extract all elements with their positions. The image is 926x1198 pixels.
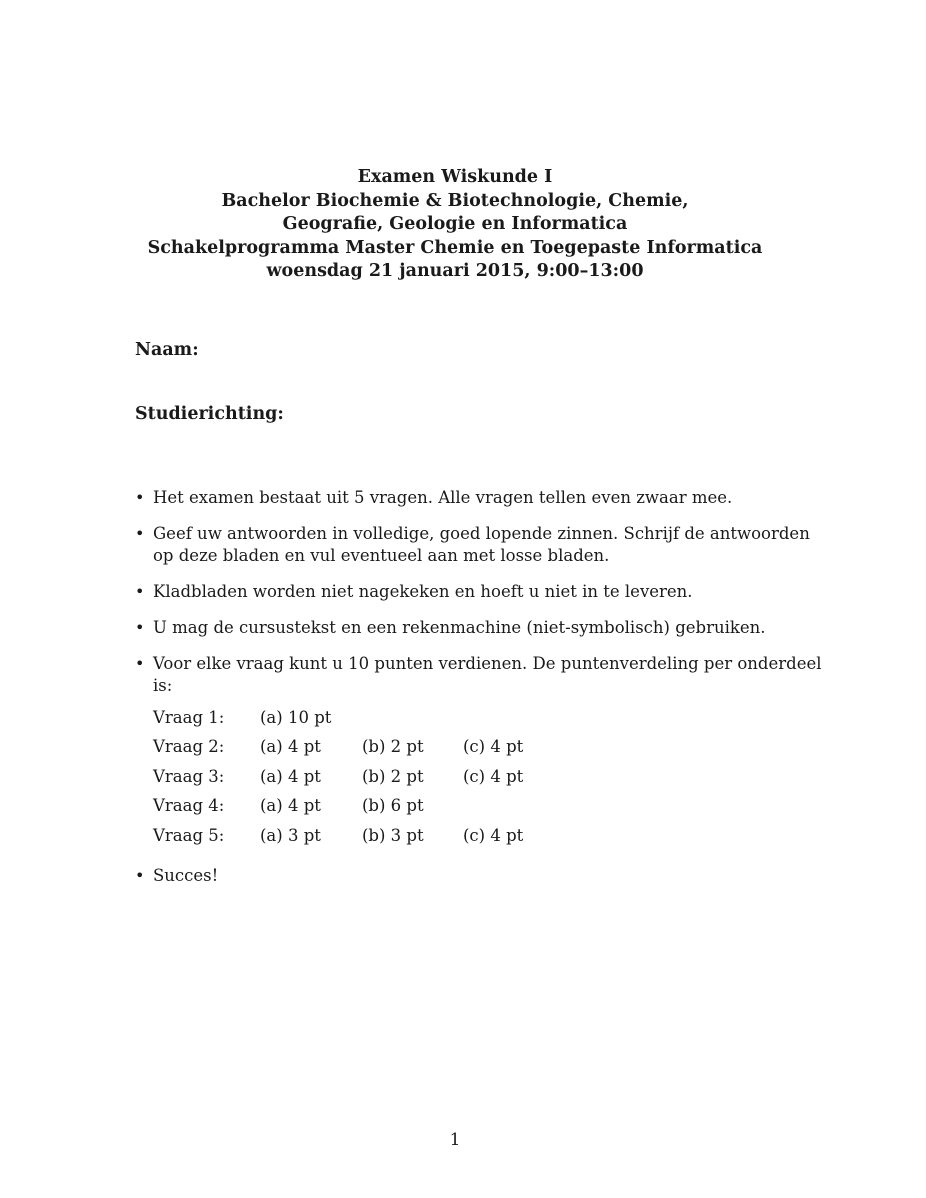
question-label: Vraag 3: [153, 766, 225, 786]
part-a-points: (a) 10 pt [260, 707, 332, 727]
instruction-item [135, 865, 825, 887]
instruction-text: Voor elke vraag kunt u 10 punten verdienen. De puntenverdeling per onderdeel is: [153, 654, 822, 695]
study-field-label: Studierichting: [135, 404, 284, 424]
programme-line-3: Schakelprogramma Master Chemie en Toegepaste Informatica [147, 237, 763, 258]
instruction-item [135, 487, 825, 509]
instruction-item [135, 523, 825, 567]
page-number: 1 [449, 1130, 461, 1150]
instruction-item [135, 653, 825, 851]
bullet-icon: • [135, 654, 145, 673]
part-a-points: (a) 3 pt [260, 825, 321, 845]
question-label: Vraag 1: [153, 707, 225, 727]
bullet-icon: • [135, 618, 145, 637]
part-b-points: (b) 3 pt [362, 825, 424, 845]
instruction-text: Het examen bestaat uit 5 vragen. Alle vragen tellen even zwaar mee. [153, 488, 733, 507]
bullet-icon: • [135, 524, 145, 543]
instructions-list [135, 487, 825, 901]
bullet-icon: • [135, 865, 145, 885]
name-field-label: Naam: [135, 340, 199, 360]
points-row [153, 733, 825, 763]
points-row [153, 703, 825, 733]
part-a-points: (a) 4 pt [260, 796, 321, 816]
bullet-icon: • [135, 582, 145, 601]
part-b-points: (b) 2 pt [362, 766, 424, 786]
question-label: Vraag 2: [153, 737, 225, 757]
programme-line-2: Geografie, Geologie en Informatica [282, 214, 628, 234]
part-c-points: (c) 4 pt [463, 825, 524, 845]
part-b-points: (b) 6 pt [362, 796, 424, 816]
instruction-text: U mag de cursustekst en een rekenmachine (niet-symbolisch) gebruiken. [153, 618, 766, 637]
instruction-item [135, 617, 825, 639]
points-row [153, 762, 825, 792]
bullet-icon: • [135, 488, 145, 507]
exam-title: Examen Wiskunde I [357, 167, 553, 187]
points-table [153, 703, 825, 851]
instruction-text: Geef uw antwoorden in volledige, goed lopende zinnen. Schrijf de antwoorden op deze bladen en vul eventueel aan met losse bladen. [153, 524, 810, 565]
closing-text: Succes! [153, 865, 219, 885]
question-label: Vraag 4: [153, 796, 225, 816]
part-b-points: (b) 2 pt [362, 737, 424, 757]
exam-date: woensdag 21 januari 2015, 9:00–13:00 [266, 261, 644, 281]
question-label: Vraag 5: [153, 825, 225, 845]
instruction-item [135, 581, 825, 603]
points-row [153, 792, 825, 822]
part-c-points: (c) 4 pt [463, 737, 524, 757]
part-a-points: (a) 4 pt [260, 737, 321, 757]
part-a-points: (a) 4 pt [260, 766, 321, 786]
points-row [153, 821, 825, 851]
part-c-points: (c) 4 pt [463, 766, 524, 786]
programme-line-1: Bachelor Biochemie & Biotechnologie, Chemie, [221, 190, 689, 211]
instruction-text: Kladbladen worden niet nagekeken en hoeft u niet in te leveren. [153, 582, 693, 601]
exam-header [0, 166, 910, 284]
